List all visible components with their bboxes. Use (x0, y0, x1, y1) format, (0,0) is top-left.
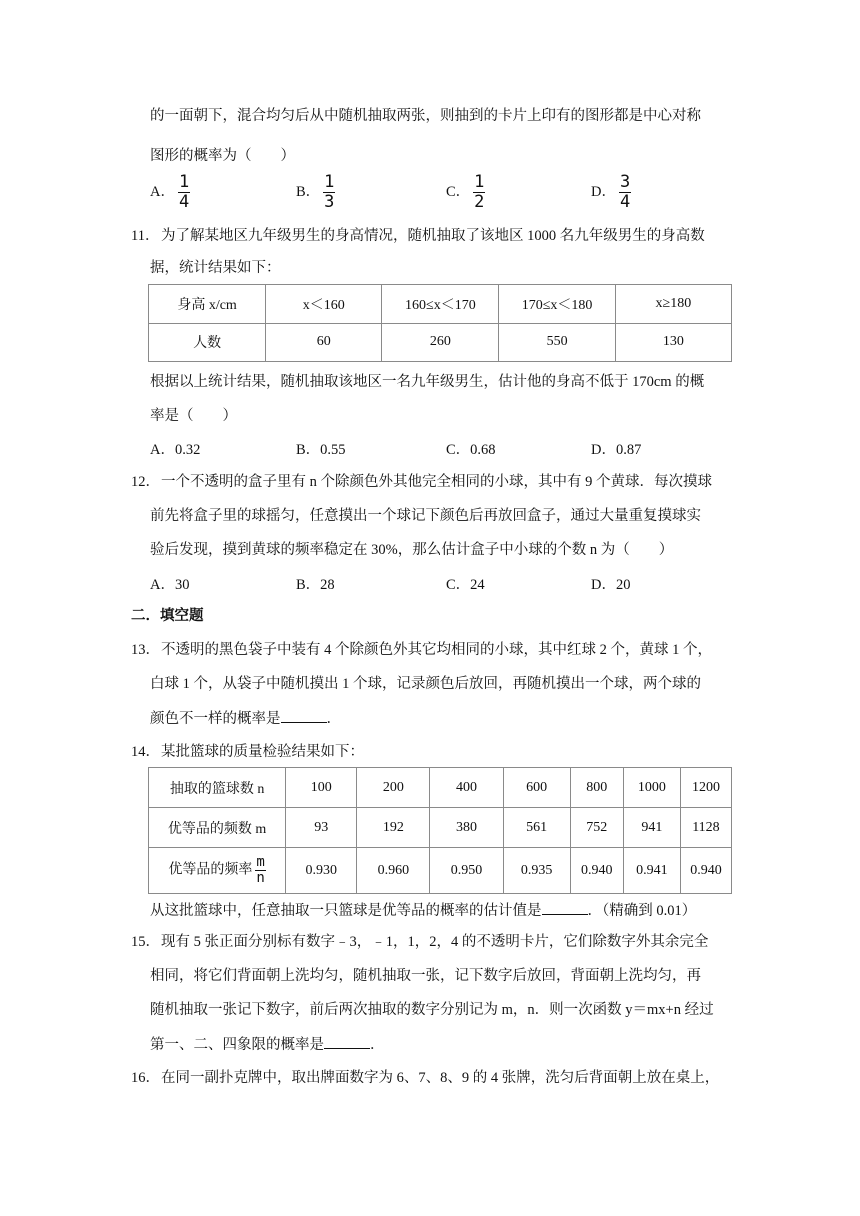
text: ．（精确到 0.01） (587, 903, 697, 919)
q10-text-line2: 图形的概率为（ ） (150, 148, 295, 164)
table-row-label: 优等品的频数 m (149, 808, 286, 848)
q12-option-a[interactable]: A．30 (150, 577, 190, 593)
option-label: A． (150, 183, 175, 200)
table-cell: 0.940 (680, 848, 731, 894)
table-cell: 0.930 (286, 848, 357, 894)
q12-option-b[interactable]: B．28 (296, 577, 335, 593)
q15-text-line1: 现有 5 张正面分别标有数字﹣3，﹣1，1，2，4 的不透明卡片，它们除数字外其余完全 (161, 934, 709, 950)
fraction: $\frac{m}{n}$ (256, 854, 265, 886)
q13-text-line1: 不透明的黑色袋子中装有 4 个除颜色外其它均相同的小球，其中红球 2 个，黄球 1 个， (161, 642, 712, 658)
table-cell: 0.941 (623, 848, 680, 894)
fraction: $\frac{1}{2}$ (474, 172, 485, 212)
table-cell: 100 (286, 768, 357, 808)
q11-option-b[interactable]: B．0.55 (296, 442, 346, 458)
table-cell: 1000 (623, 768, 680, 808)
q13-text-line2: 白球 1 个，从袋子中随机摸出 1 个球，记录颜色后放回，再随机摸出一个球，两个球的 (150, 676, 701, 692)
q11-text-line4: 率是（ ） (150, 408, 237, 424)
q10-text-line1: 的一面朝下，混合均匀后从中随机抽取两张，则抽到的卡片上印有的图形都是中心对称 (150, 108, 701, 124)
text: 从这批篮球中，任意抽取一只篮球是优等品的概率的估计值是 (150, 903, 542, 919)
table-cell: 400 (430, 768, 503, 808)
q10-option-a[interactable] (150, 174, 190, 211)
q15-number: 15． (131, 934, 160, 950)
table-cell: 192 (357, 808, 430, 848)
table-cell: 380 (430, 808, 503, 848)
table-cell: 752 (570, 808, 623, 848)
table-cell: 60 (266, 323, 382, 362)
q10-option-d[interactable] (591, 174, 631, 211)
q15-text-line4 (150, 1034, 385, 1055)
table-cell: 130 (615, 323, 731, 362)
q12-number: 12． (131, 474, 160, 490)
table-cell: 0.960 (357, 848, 430, 894)
table-cell: 550 (499, 323, 615, 362)
answer-blank[interactable] (324, 1034, 370, 1049)
table-header: x≥180 (615, 285, 731, 324)
section-heading-fill-in: 二．填空题 (131, 608, 204, 624)
table-cell: 561 (503, 808, 570, 848)
q12-options (150, 573, 710, 613)
q14-number: 14． (131, 744, 160, 760)
q11-text-line3: 根据以上统计结果，随机抽取该地区一名九年级男生，估计他的身高不低于 170cm 的概 (150, 374, 705, 390)
q12-text-line1: 一个不透明的盒子里有 n 个除颜色外其他完全相同的小球，其中有 9 个黄球．每次摸球 (161, 474, 712, 490)
fraction: $\frac{1}{3}$ (324, 172, 335, 212)
q12-text-line2: 前先将盒子里的球摇匀，任意摸出一个球记下颜色后再放回盒子，通过大量重复摸球实 (150, 508, 701, 524)
option-label: D． (591, 183, 616, 200)
text: 优等品的频率 (168, 862, 253, 878)
q11-text-line1: 为了解某地区九年级男生的身高情况，随机抽取了该地区 1000 名九年级男生的身高数 (161, 228, 705, 244)
table-cell: 800 (570, 768, 623, 808)
fraction: $\frac{3}{4}$ (619, 172, 631, 212)
q11-text-line2: 据，统计结果如下： (150, 260, 281, 276)
q11-option-c[interactable]: C．0.68 (446, 442, 496, 458)
q14-text-line2 (150, 900, 696, 921)
fraction: $\frac{1}{4}$ (178, 172, 190, 212)
table-row-label (149, 848, 286, 894)
q11-option-d[interactable]: D．0.87 (591, 442, 642, 458)
table-header: 170≤x＜180 (499, 285, 615, 324)
q10-options (150, 174, 710, 214)
q11-height-table (148, 284, 732, 362)
q14-text-line1: 某批篮球的质量检验结果如下： (161, 744, 364, 760)
q15-text-line2: 相同，将它们背面朝上洗均匀，随机抽取一张，记下数字后放回，背面朝上洗均匀，再 (150, 968, 701, 984)
q16-number: 16． (131, 1070, 160, 1086)
text: 颜色不一样的概率是 (150, 711, 281, 727)
answer-blank[interactable] (542, 900, 588, 915)
table-header: 160≤x＜170 (382, 285, 499, 324)
table-row-label: 抽取的篮球数 n (149, 768, 286, 808)
table-header: x＜160 (266, 285, 382, 324)
q13-text-line3 (150, 708, 341, 729)
text: ． (370, 1037, 385, 1053)
q11-option-a[interactable]: A．0.32 (150, 442, 201, 458)
table-cell: 200 (357, 768, 430, 808)
q12-option-d[interactable]: D．20 (591, 577, 631, 593)
table-cell: 941 (623, 808, 680, 848)
table-cell: 1200 (680, 768, 731, 808)
table-header: 身高 x/cm (149, 285, 266, 324)
table-row-label: 人数 (149, 323, 266, 362)
q11-number: 11． (131, 228, 160, 244)
table-cell: 600 (503, 768, 570, 808)
text: 第一、二、四象限的概率是 (150, 1037, 324, 1053)
q16-text-line1: 在同一副扑克牌中，取出牌面数字为 6、7、8、9 的 4 张牌，洗匀后背面朝上放在桌上， (161, 1070, 720, 1086)
q14-basketball-table (148, 767, 732, 894)
table-cell: 0.940 (570, 848, 623, 894)
table-cell: 0.950 (430, 848, 503, 894)
table-cell: 1128 (680, 808, 731, 848)
q12-option-c[interactable]: C．24 (446, 577, 485, 593)
answer-blank[interactable] (281, 708, 327, 723)
table-cell: 0.935 (503, 848, 570, 894)
text: ． (326, 711, 341, 727)
table-cell: 260 (382, 323, 499, 362)
table-cell: 93 (286, 808, 357, 848)
q10-option-b[interactable] (296, 174, 335, 211)
q13-number: 13． (131, 642, 160, 658)
q10-option-c[interactable] (446, 174, 485, 211)
q12-text-line3: 验后发现，摸到黄球的频率稳定在 30%，那么估计盒子中小球的个数 n 为（ ） (150, 542, 674, 558)
q15-text-line3: 随机抽取一张记下数字，前后两次抽取的数字分别记为 m，n．则一次函数 y＝mx+n 经过 (150, 1002, 714, 1018)
option-label: C． (446, 183, 471, 200)
option-label: B． (296, 183, 321, 200)
